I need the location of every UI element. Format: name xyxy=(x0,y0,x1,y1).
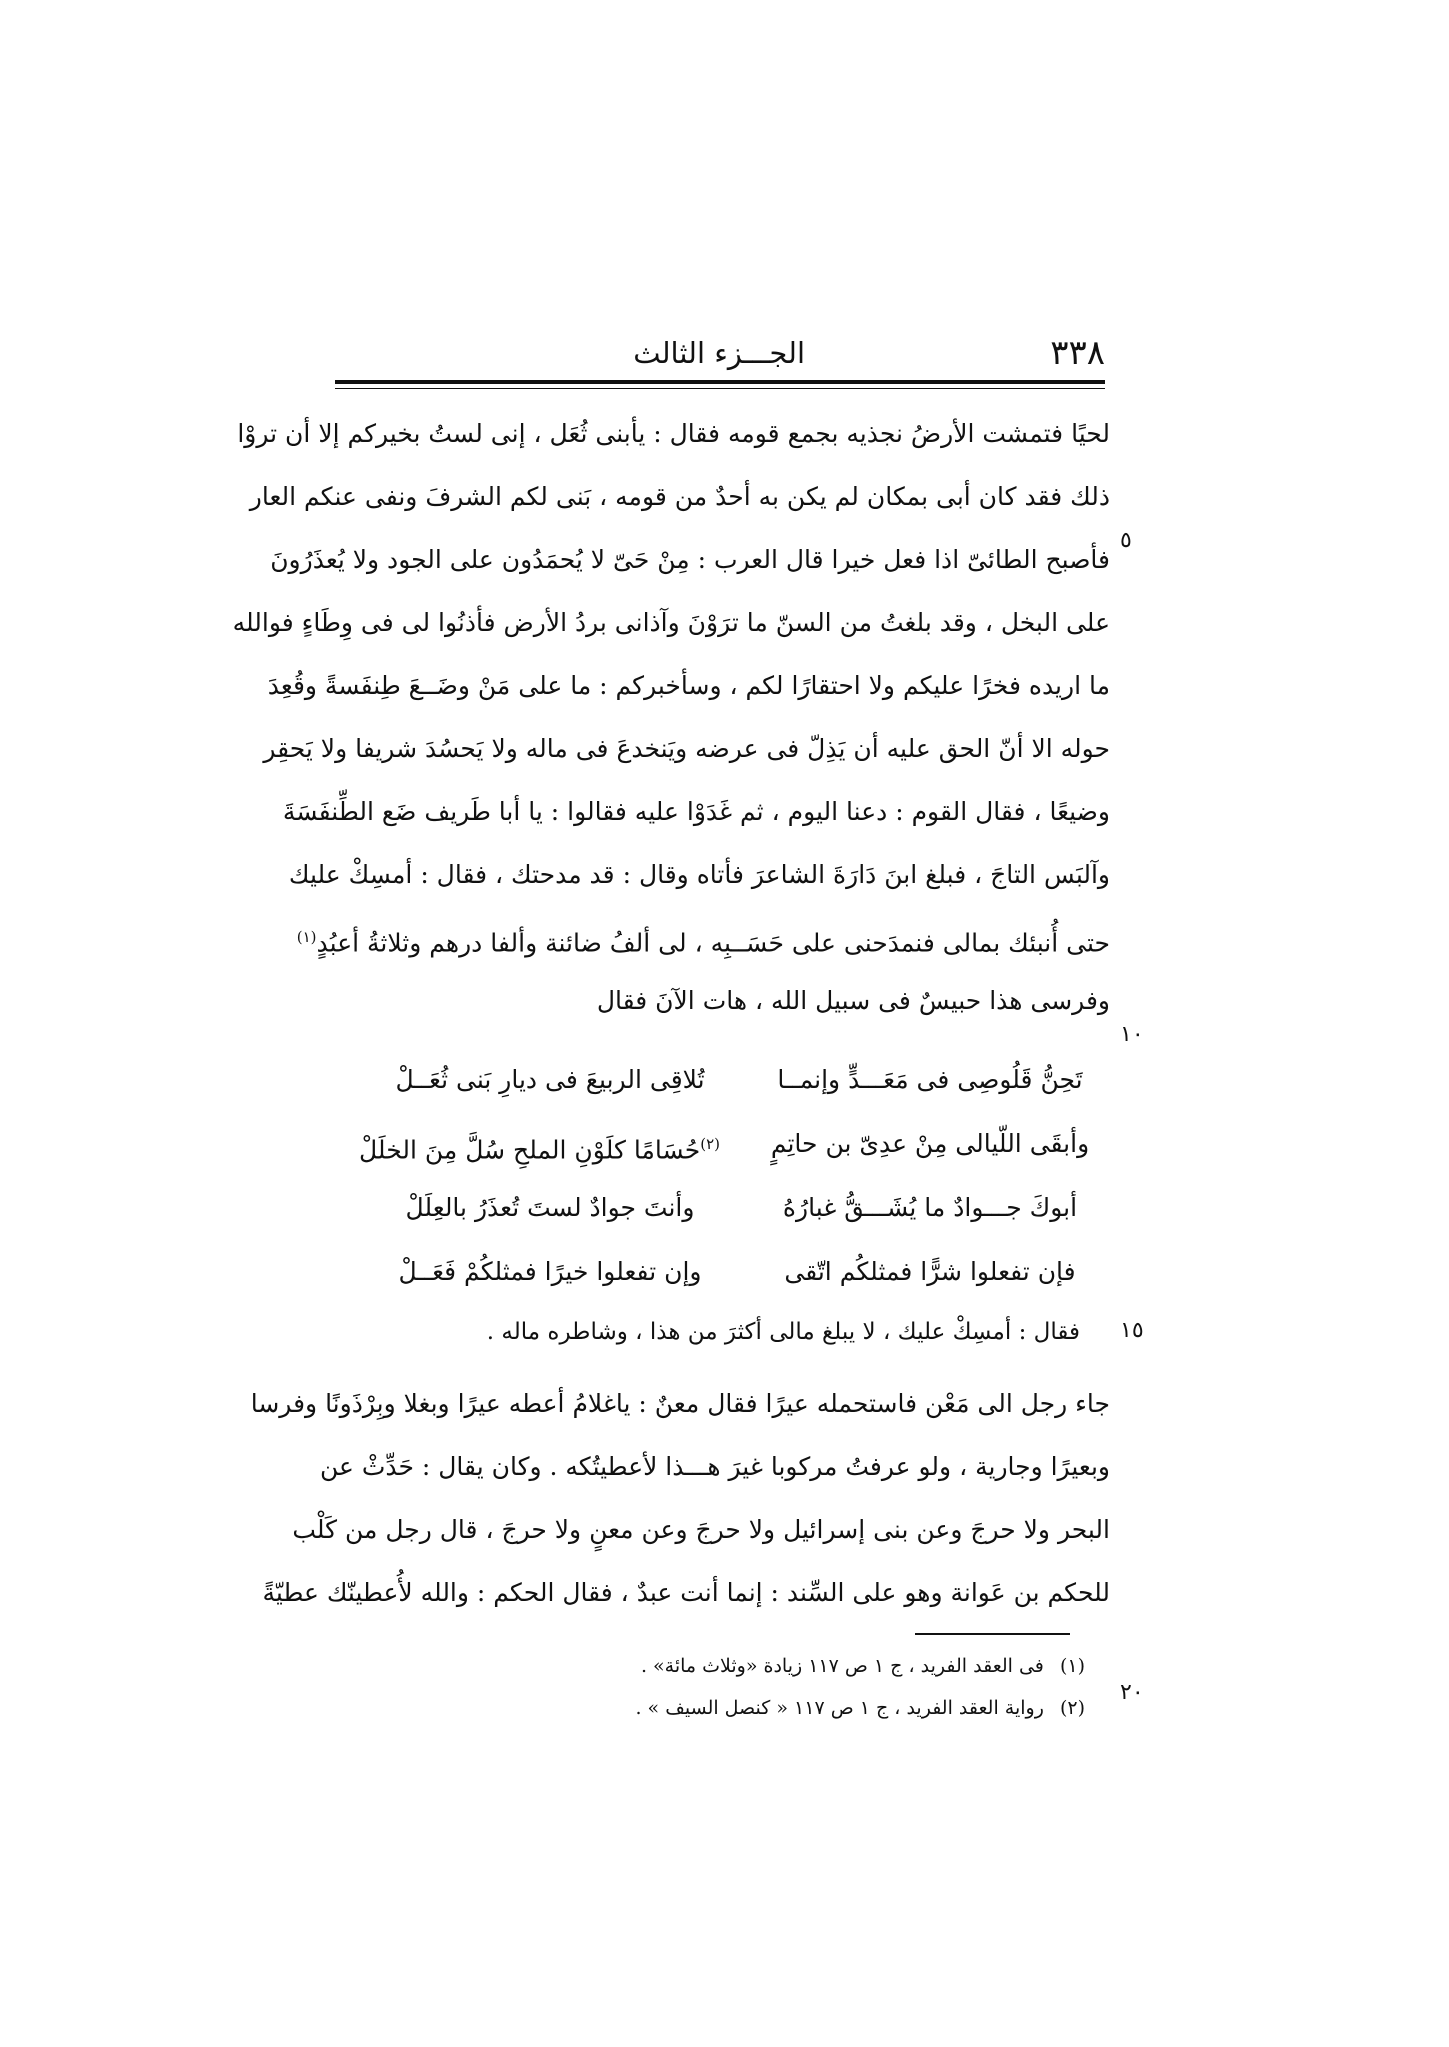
poem-verse xyxy=(380,1048,1100,1112)
verse-first-hemistich: أبوكَ جـــوادٌ ما يُشَـــقُّ غبارُهُ xyxy=(782,1193,1078,1222)
poem xyxy=(359,1048,1100,1304)
text-line-with-note xyxy=(296,906,1110,969)
text-line: على البخل ، وقد بلغتُ من السنّ ما ترَوْنَ وآذانى بردُ الأرض فأذنُوا لى فى وِطَاءٍ فوالله xyxy=(232,608,1110,637)
main-paragraph xyxy=(232,402,1110,1032)
verse-first-hemistich: وأبقَى اللّيالى مِنْ عدِىّ بن حاتِمٍ xyxy=(770,1129,1090,1158)
running-title: الجـــزء الثالث xyxy=(633,336,805,370)
footnote xyxy=(560,1687,1085,1729)
footnote-text: رواية العقد الفريد ، ج ١ ص ١١٧ « كنصل السيف » . xyxy=(635,1697,1044,1719)
footnotes xyxy=(560,1645,1085,1729)
text-line: وفرسى هذا حبيسٌ فى سبيل الله ، هات الآنَ فقال xyxy=(596,986,1110,1015)
footnote-ref: (١) xyxy=(296,928,317,946)
text-line: حوله الا أنّ الحق عليه أن يَذِلّ فى عرضه ويَنخدعَ فى ماله ولا يَحسُدَ شريفا ولا يَحقِر xyxy=(263,734,1110,763)
margin-line-number: ١٥ xyxy=(1120,1318,1144,1343)
text-line: وآلبَس التاجَ ، فبلغ ابنَ دَارَةَ الشاعرَ فأتاه وقال : قد مدحتك ، فقال : أمسِكْ عليك xyxy=(288,860,1110,889)
footnote-rule xyxy=(915,1633,1070,1635)
poem-verse xyxy=(380,1240,1100,1304)
text-line: فأصبح الطائىّ اذا فعل خيرا قال العرب : مِنْ حَىّ لا يُحمَدُون على الجود ولا يُعذَرُونَ xyxy=(270,545,1110,574)
verse-first-hemistich: فإن تفعلوا شرًّا فمثلكُم اتّقى xyxy=(784,1257,1076,1286)
post-poem-line: فقال : أمسِكْ عليك ، لا يبلغ مالى أكثرَ من هذا ، وشاطره ماله . xyxy=(486,1319,1080,1345)
verse-second-hemistich: تُلاقِى الربيعَ فى ديارِ بَنى ثُعَــلْ xyxy=(395,1065,705,1094)
verse-second-hemistich: وإن تفعلوا خيرًا فمثلكُمْ فَعَــلْ xyxy=(398,1257,702,1286)
second-paragraph xyxy=(250,1372,1110,1624)
verse-first-hemistich: تَحِنُّ قَلُوصِى فى مَعَـــدٍّ وإنمــا xyxy=(777,1065,1083,1094)
poem-verse xyxy=(380,1176,1100,1240)
footnote xyxy=(560,1645,1085,1687)
text-line: لحيًا فتمشت الأرضُ نجذيه بجمع قومه فقال : يأبنى ثُعَل ، إنى لستُ بخيركم إلا أن تروْا xyxy=(237,419,1110,448)
header-rule-thin xyxy=(335,388,1105,389)
footnote-marker: (١) xyxy=(1059,1655,1085,1677)
footnote-text: فى العقد الفريد ، ج ١ ص ١١٧ زيادة «وثلاث مائة» . xyxy=(640,1655,1044,1677)
margin-line-number: ٢٠ xyxy=(1120,1680,1144,1705)
text-line: وضيعًا ، فقال القوم : دعنا اليوم ، ثم غَدَوْا عليه فقالوا : يا أبا طَريف ضَع الطِّنفَسَةَ xyxy=(282,797,1110,826)
text-line: للحكم بن عَوانة وهو على السِّند : إنما أنت عبدٌ ، فقال الحكم : والله لأُعطينّك عطيّةً xyxy=(262,1578,1110,1607)
margin-line-number: ٥ xyxy=(1120,528,1132,553)
footnote-ref: (٢) xyxy=(700,1135,720,1153)
text-line: ذلك فقد كان أبى بمكان لم يكن به أحدٌ من قومه ، بَنى لكم الشرفَ ونفى عنكم العار xyxy=(249,482,1110,511)
footnote-marker: (٢) xyxy=(1059,1697,1085,1719)
text-line: البحر ولا حرجَ وعن بنى إسرائيل ولا حرجَ وعن معنٍ ولا حرجَ ، قال رجل من كَلْب xyxy=(292,1515,1110,1544)
text-line: جاء رجل الى مَعْن فاستحمله عيرًا فقال معنٌ : ياغلامُ أعطه عيرًا وبغلا وبِرْذَونًا وفرسا xyxy=(250,1389,1110,1418)
text-line: ما اريده فخرًا عليكم ولا احتقارًا لكم ، وسأخبركم : ما على مَنْ وضَــعَ طِنفَسةً وقُعِدَ xyxy=(267,671,1110,700)
text-line: حتى أُنبئك بمالى فنمدَحنى على حَسَــبِه ، لى ألفُ ضائنة وألفا درهم وثلاثةُ أعبُدٍ xyxy=(316,928,1110,958)
page-number: ٣٣٨ xyxy=(1050,333,1105,373)
verse-second-hemistich: $^{(٢)}$حُسَامًا كلَوْنِ الملحِ سُلَّ مِنَ الخلَلْ xyxy=(359,1135,720,1165)
poem-verse xyxy=(359,1112,1100,1176)
margin-line-number: ١٠ xyxy=(1120,1022,1144,1047)
verse-second-hemistich: وأنتَ جوادٌ لستَ تُعذَرُ بالعِلَلْ xyxy=(405,1193,695,1222)
header-rule xyxy=(335,380,1105,384)
text-line: وبعيرًا وجارية ، ولو عرفتُ مركوبا غيرَ هـــذا لأعطيتُكه . وكان يقال : حَدِّثْ عن xyxy=(319,1452,1110,1481)
page-header xyxy=(335,330,1105,376)
